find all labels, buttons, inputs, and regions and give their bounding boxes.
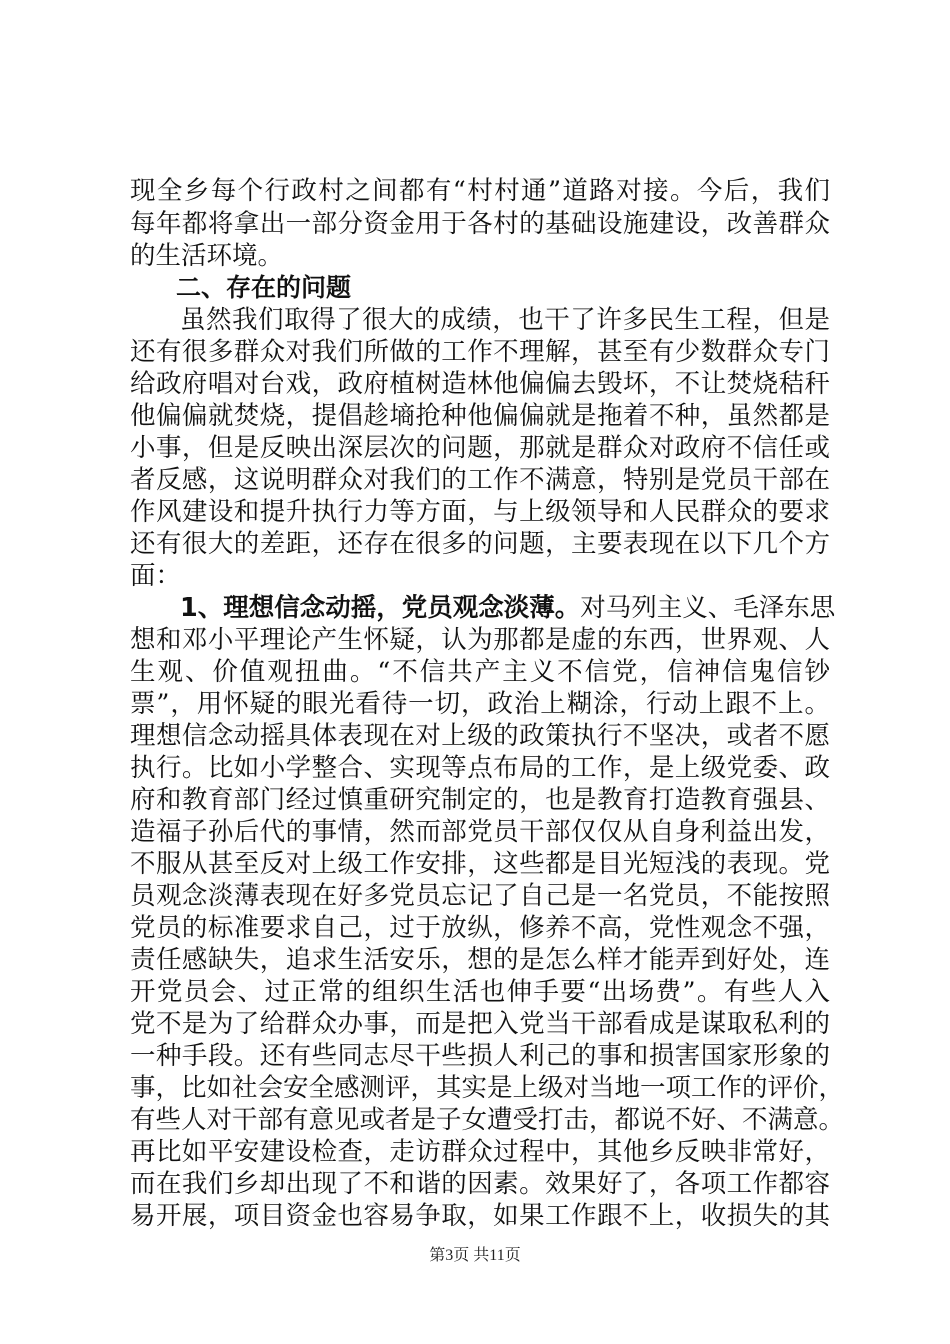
text-line: 党不是为了给群众办事，而是把入党当干部看成是谋取私利的	[130, 1009, 830, 1039]
text-line: 不服从甚至反对上级工作安排，这些都是目光短浅的表现。党	[130, 849, 830, 879]
text-line: 现全乡每个行政村之间都有“村村通”道路对接。今后，我们	[130, 176, 830, 206]
text-line: 者反感，这说明群众对我们的工作不满意，特别是党员干部在	[130, 465, 830, 495]
text-line: 有些人对干部有意见或者是子女遭受打击，都说不好、不满意。	[130, 1105, 845, 1135]
text-line: 票”，用怀疑的眼光看待一切，政治上糊涂，行动上跟不上。	[130, 689, 830, 719]
text-line: 责任感缺失，追求生活安乐，想的是怎么样才能弄到好处，连	[130, 945, 830, 975]
text-line: 理想信念动摇具体表现在对上级的政策执行不坚决，或者不愿	[130, 721, 830, 751]
text-line: 执行。比如小学整合、实现等点布局的工作，是上级党委、政	[130, 753, 830, 783]
text-line: 还有很大的差距，还存在很多的问题，主要表现在以下几个方	[130, 529, 830, 559]
text-line: 事，比如社会安全感测评，其实是上级对当地一项工作的评价，	[130, 1073, 845, 1103]
text-line: 生观、价值观扭曲。“不信共产主义不信党，信神信鬼信钞	[130, 657, 830, 687]
text-line: 虽然我们取得了很大的成绩，也干了许多民生工程，但是	[180, 305, 830, 335]
text-line: 开党员会、过正常的组织生活也伸手要“出场费”。有些人入	[130, 977, 830, 1007]
text-line: 员观念淡薄表现在好多党员忘记了自己是一名党员，不能按照	[130, 881, 830, 911]
text-line: 党员的标准要求自己，过于放纵，修养不高，党性观念不强，	[130, 913, 830, 943]
text-line: 小事，但是反映出深层次的问题，那就是群众对政府不信任或	[130, 433, 830, 463]
text-line: 再比如平安建设检查，走访群众过程中，其他乡反映非常好，	[130, 1137, 830, 1167]
text-line: 一种手段。还有些同志尽干些损人利己的事和损害国家形象的	[130, 1041, 830, 1071]
text-line: 而在我们乡却出现了不和谐的因素。效果好了，各项工作都容	[130, 1169, 830, 1199]
text-line: 每年都将拿出一部分资金用于各村的基础设施建设，改善群众	[130, 209, 830, 239]
point1-title: 1、理想信念动摇，党员观念淡薄。	[180, 593, 581, 623]
text-line: 想和邓小平理论产生怀疑，认为那都是虚的东西，世界观、人	[130, 625, 830, 655]
text-line: 易开展，项目资金也容易争取，如果工作跟不上，收损失的其	[130, 1201, 830, 1231]
section-heading: 二、存在的问题	[176, 273, 352, 302]
page-footer: 第3页 共11页	[429, 1247, 521, 1264]
text-line: 府和教育部门经过慎重研究制定的，也是教育打造教育强县、	[130, 785, 830, 815]
text-line: 造福子孙后代的事情，然而部党员干部仅仅从自身利益出发，	[130, 817, 830, 847]
point1-first-line	[180, 592, 836, 624]
text-line: 作风建设和提升执行力等方面，与上级领导和人民群众的要求	[130, 497, 830, 527]
text-line: 面：	[130, 561, 182, 591]
point1-first-rest: 对马列主义、毛泽东思	[580, 593, 836, 623]
text-line: 他偏偏就焚烧，提倡趁墒抢种他偏偏就是拖着不种，虽然都是	[130, 401, 830, 431]
text-line: 还有很多群众对我们所做的工作不理解，甚至有少数群众专门	[130, 337, 830, 367]
text-line: 的生活环境。	[130, 241, 284, 271]
text-line: 给政府唱对台戏，政府植树造林他偏偏去毁坏，不让焚烧秸秆	[130, 369, 830, 399]
